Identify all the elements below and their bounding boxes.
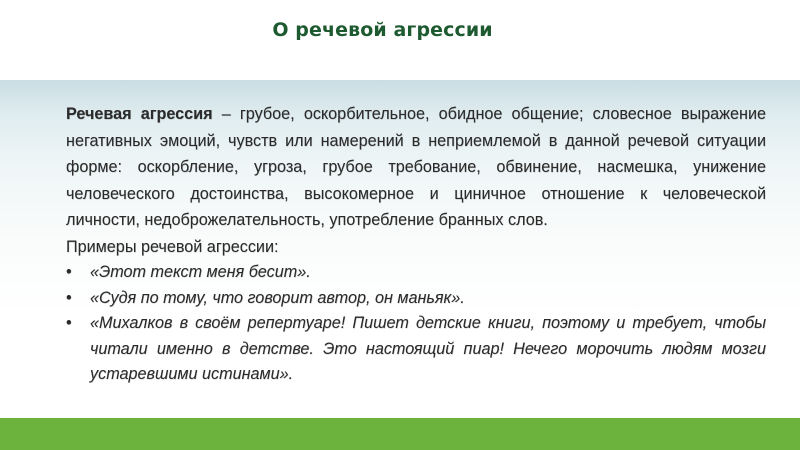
bottom-accent-bar <box>0 418 800 450</box>
example-text: «Судя по тому, что говорит автор, он маньяк». <box>90 288 465 307</box>
list-item <box>66 286 766 312</box>
example-text: «Михалков в своём репертуаре! Пишет детские книги, поэтому и требует, чтобы читали именно в детстве. Это настоящий пиар! Нечего морочить людям мозги устаревшими истинами». <box>90 314 766 383</box>
bullet-icon: • <box>66 314 72 332</box>
bullet-icon: • <box>66 288 72 307</box>
examples-list <box>66 260 766 388</box>
slide-title: О речевой агрессии <box>272 19 493 41</box>
definition-dash: – <box>212 105 240 123</box>
example-text: «Этот текст меня бесит». <box>90 263 311 281</box>
bullet-icon: • <box>66 263 72 281</box>
list-item <box>66 260 766 286</box>
definition-paragraph <box>66 101 766 234</box>
definition-term: Речевая агрессия <box>66 105 213 123</box>
examples-heading: Примеры речевой агрессии: <box>66 238 279 256</box>
definition-text: грубое, оскорбительное, обидное общение; словесное выражение негативных эмоций, чувств или намерений в неприемлемой в данной речевой ситуации форме: оскорбление, угроза, грубое требование, обвинение, насмешка, унижение человеческого достоинства, высокомерное и циничное отношение к человеческой личности, недоброжелательность, употребление бранных слов. <box>66 105 766 229</box>
list-item <box>66 311 766 388</box>
